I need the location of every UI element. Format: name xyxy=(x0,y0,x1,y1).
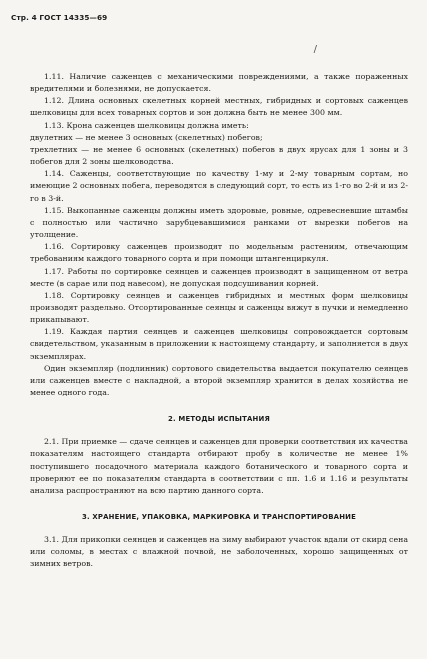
paragraph-1-18: 1.18. Сортировку сеянцев и саженцев гибридных и местных форм шелковицы производят раздельно. Отсортированные сеянцы и саженцы вяжут в пучки и немедленно прикапывают. xyxy=(30,290,408,325)
paragraph-crown-requirements: двулетних — не менее 3 основных (скелетных) побегов; трехлетних — не менее 6 основных (скелетных) побегов в двух ярусах для 1 зоны и 3 побегов для 2 зоны шелководства. xyxy=(30,132,408,167)
page-header: Стр. 4 ГОСТ 14335—69 xyxy=(11,13,108,22)
paragraph-1-16: 1.16. Сортировку саженцев производят по модельным растениям, отвечающим требованиям каждого товарного сорта и при помощи штангенциркуля. xyxy=(30,242,408,264)
document-body xyxy=(30,71,408,570)
margin-mark: / xyxy=(313,44,317,55)
section-2-title: 2. МЕТОДЫ ИСПЫТАНИЯ xyxy=(167,415,270,424)
paragraph-3-1: 3.1. Для прикопки сеянцев и саженцев на зиму выбирают участок вдали от скирд сена или соломы, в местах с влажной почвой, не заболоченных, хорошо защищенных от зимних ветров. xyxy=(30,535,408,569)
paragraph-certificate-copy: Один экземпляр (подлинник) сортового свидетельства выдается покупателю сеянцев или саженцев вместе с накладной, а второй экземпляр хранится в делах хозяйства не менее одного года. xyxy=(30,363,408,398)
paragraph-1-12: 1.12. Длина основных скелетных корней местных, гибридных и сортовых саженцев шелковицы для всех товарных сортов и зон должна быть не менее 300 мм. xyxy=(30,96,408,118)
paragraph-1-14: 1.14. Саженцы, соответствующие по качеству 1-му и 2-му товарным сортам, но имеющие 2 основных побега, переводятся в следующий сорт, то есть из 1-го во 2-й и из 2-го в 3-й. xyxy=(30,169,408,203)
paragraph-2-1: 2.1. При приемке — сдаче сеянцев и саженцев для проверки соответствия их качества показателям настоящего стандарта отбирают пробу в количестве не менее 1% поступившего посадочного материала каждого ботанического и товарного сорта и проверяют ее по показателям стандарта в соответствии с пп. 1.6 и 1.16 и результаты анализа распространяют на всю партию данного сорта. xyxy=(30,437,408,495)
section-3-title: 3. ХРАНЕНИЕ, УПАКОВКА, МАРКИРОВКА И ТРАНСПОРТИРОВАНИЕ xyxy=(81,513,357,521)
paragraph-1-11: 1.11. Наличие саженцев с механическими повреждениями, а также пораженных вредителями и болезнями, не допускается. xyxy=(30,72,408,94)
paragraph-1-13: 1.13. Крона саженцев шелковицы должна иметь: xyxy=(44,120,249,130)
paragraph-1-17: 1.17. Работы по сортировке сеянцев и саженцев производят в защищенном от ветра месте (в сарае или под навесом), не допуская подсушивания корней. xyxy=(30,266,408,288)
paragraph-1-15: 1.15. Выкопанные саженцы должны иметь здоровые, ровные, одревесневшие штамбы с полностью или частично зарубцевавшимися ранками от вырезки побегов на утолщение. xyxy=(30,205,408,240)
paragraph-1-19: 1.19. Каждая партия сеянцев и саженцев шелковицы сопровождается сортовым свидетельством, указанным в приложении к настоящему стандарту, и заполняется в двух экземплярах. xyxy=(30,327,408,361)
